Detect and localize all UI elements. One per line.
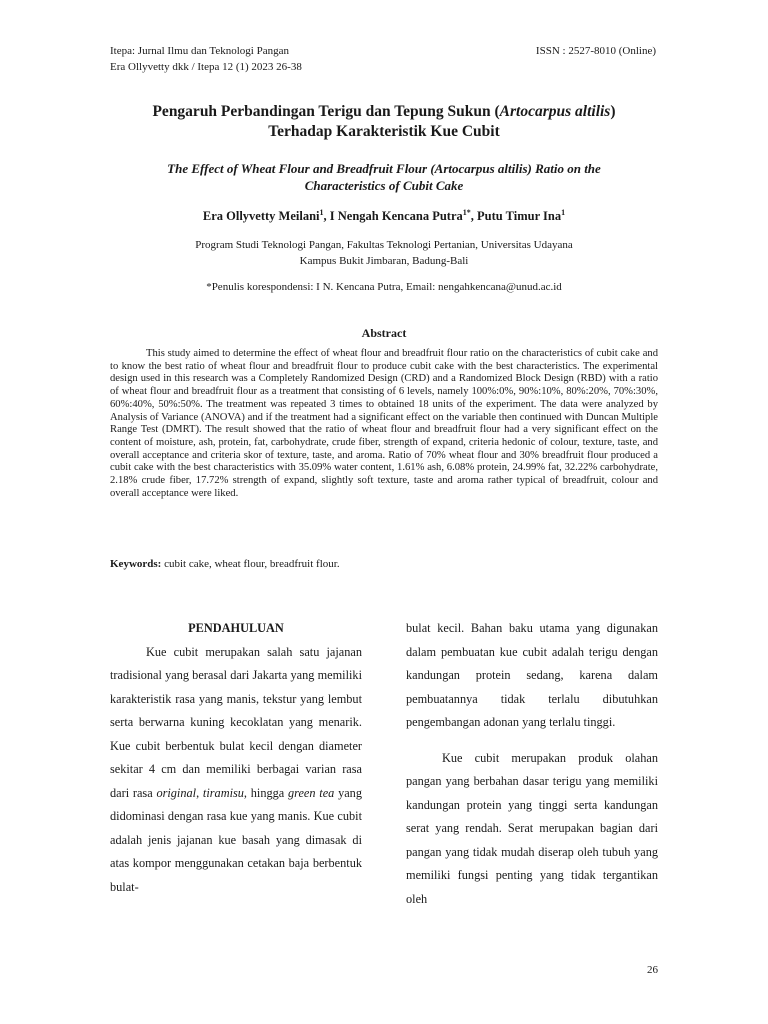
title-italic: Artocarpus altilis [499, 103, 611, 120]
title-text: Pengaruh Perbandingan Terigu dan Tepung Sukun ( [152, 103, 500, 120]
keywords-label: Keywords: [110, 558, 162, 570]
author-2: I Nengah Kencana Putra [329, 209, 463, 224]
english-title-line2: Characteristics of Cubit Cake [304, 178, 464, 193]
journal-name: Itepa: Jurnal Ilmu dan Teknologi Pangan [110, 45, 289, 57]
author-1: Era Ollyvetty Meilani [202, 209, 320, 224]
keywords-text: cubit cake, wheat flour, breadfruit flour. [161, 558, 340, 570]
section-heading: PENDAHULUAN [188, 621, 284, 635]
column-right [406, 617, 658, 911]
keywords [110, 558, 658, 570]
english-title [100, 160, 668, 194]
abstract-body: This study aimed to determine the effect of wheat flour and breadfruit flour ratio on the characteristics of cubit cake and to know the best ratio of wheat flour and breadfruit flour to produce cubit cake with the best characteristics. The experimental design used in this research was a Completely Randomized Design (CRD) and a Randomized Block Design (RBD) with a ratio of wheat flour and breadfruit flour as a treatment that consisting of 6 levels, namely 100%:0%, 90%:10%, 80%:20%, 70%:30%, 60%:40%, 50%:50%. The treatment was repeated 3 times to obtained 18 units of the experiment. The data were analyzed by Analysis of Variance (ANOVA) and if the treatment had a significant effect on the variable then continued with Duncan Multiple Range Test (DMRT). The result showed that the ratio of wheat flour and breadfruit flour had a very significant effect on the content of moisture, ash, protein, fat, carbohydrate, crude fiber, strength of expand, criteria hedonic of colour, texture, taste, and overall acceptance and criteria skor of texture, taste, and aroma. Ratio of 70% wheat flour and 30% breadfruit flour produced a cubit cake with the best characteristics with 35.09% water content, 1.61% ash, 6.08% protein, 24.99% fat, 32.22% carbohydrate, 2.18% crude fiber, 17.72% strength of expand, slightly soft texture, taste and aroma rather typical of breadfruit, colour and overall acceptance were liked. [110, 348, 658, 499]
running-header-left [110, 43, 302, 75]
author-2-affil: 1* [462, 208, 471, 217]
title-line2: Terhadap Karakteristik Kue Cubit [268, 123, 500, 140]
author-list [90, 208, 678, 224]
page-number: 26 [647, 964, 658, 976]
paper-title [90, 102, 678, 142]
column-left [110, 617, 362, 899]
issn: ISSN : 2527-8010 (Online) [535, 45, 656, 57]
author-3: Putu Timur Ina [477, 209, 562, 224]
english-title-line1: The Effect of Wheat Flour and Breadfruit Flour (Artocarpus altilis) Ratio on the [167, 161, 601, 176]
affiliation-line1: Program Studi Teknologi Pangan, Fakultas Teknologi Pertanian, Universitas Udayana [195, 239, 573, 251]
citation-line: Era Ollyvetty dkk / Itepa 12 (1) 2023 26-38 [110, 61, 302, 73]
intro-paragraph-2: Kue cubit merupakan produk olahan pangan yang berbahan dasar terigu yang memiliki kandungan protein yang tinggi serta kandungan serat yang rendah. Serat merupakan bagian dari pangan yang tidak mudah diserap oleh tubuh yang memiliki fungsi penting yang tidak tergantikan oleh [406, 750, 658, 906]
title-close: ) [610, 103, 616, 120]
affiliation-line2: Kampus Bukit Jimbaran, Badung-Bali [299, 255, 469, 267]
correspondence: *Penulis korespondensi: I N. Kencana Putra, Email: nengahkencana@unud.ac.id [206, 281, 562, 293]
author-1-affil: 1 [319, 208, 324, 217]
author-sep: , [470, 209, 478, 224]
abstract-heading: Abstract [361, 326, 407, 340]
intro-paragraph-1: Kue cubit merupakan salah satu jajanan tradisional yang berasal dari Jakarta yang memiliki karakteristik rasa yang manis, tekstur yang lembut serta berwarna kuning kecoklatan yang menarik. Kue cubit berbentuk bulat kecil dengan diameter sekitar 4 cm dan memiliki berbagai varian rasa dari rasa original, tiramisu, hingga green tea yang didominasi dengan rasa kue yang manis. Kue cubit adalah jenis jajanan kue basah yang dimasak di atas kompor menggunakan cetakan baja berbentuk bulat- [110, 644, 362, 894]
intro-paragraph-1-cont: bulat kecil. Bahan baku utama yang digunakan dalam pembuatan kue cubit adalah terigu dengan kandungan protein sedang, karena dalam pembuatannya tidak terlalu dibutuhkan pengembangan adonan yang terlalu tinggi. [406, 621, 658, 729]
affiliation [90, 237, 678, 269]
author-3-affil: 1 [561, 208, 566, 217]
author-sep: , [323, 209, 330, 224]
